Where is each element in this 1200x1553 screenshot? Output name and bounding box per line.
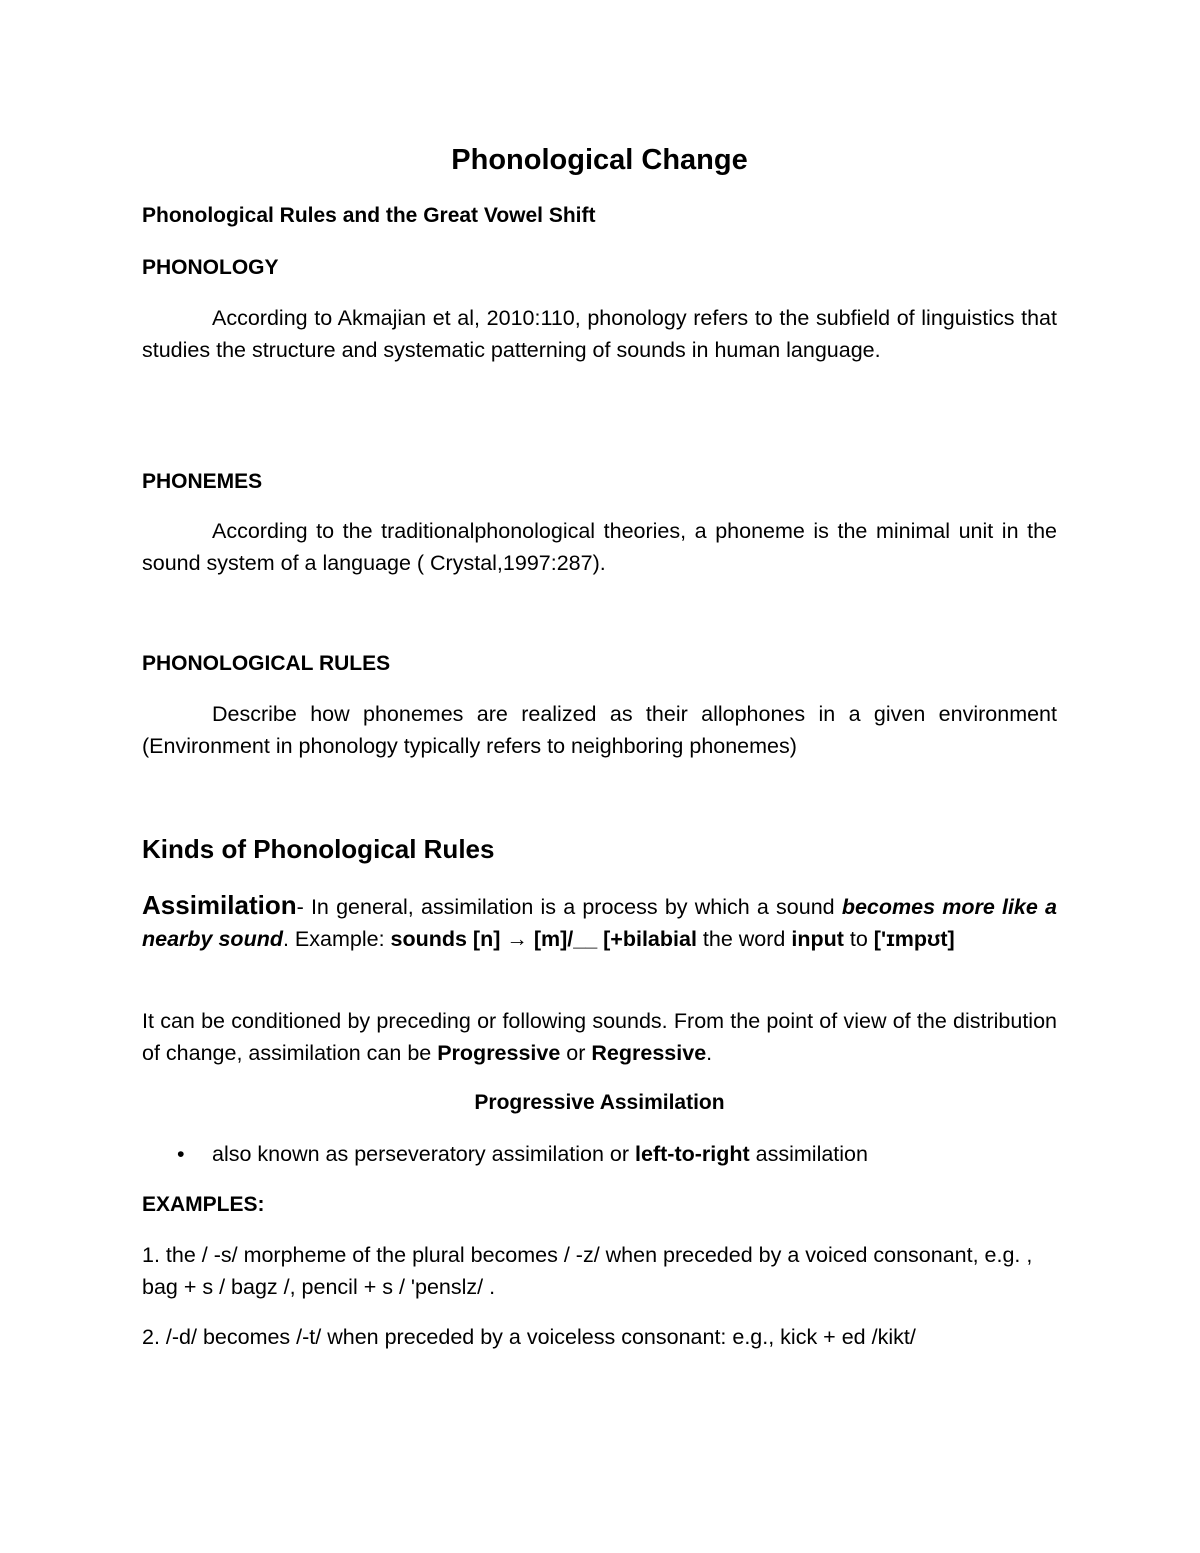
- assimilation-rule: sounds [n] → [m]/__ [+bilabial: [390, 926, 697, 951]
- bullet-item: [142, 1140, 1057, 1170]
- assimilation-text-3: the word: [696, 926, 792, 951]
- phonology-heading: PHONOLOGY: [142, 256, 279, 279]
- phonemes-text: According to the traditionalphonological theories, a phoneme is the minimal unit in the sound system of a language ( Crystal,1997:287).: [142, 519, 1057, 575]
- bullet-icon: •: [177, 1142, 185, 1166]
- assimilation-text-2: . Example:: [282, 926, 391, 951]
- bullet-text: also known as perseveratory assimilation or left-to-right assimilation: [212, 1142, 868, 1166]
- regressive-term: Regressive: [591, 1040, 707, 1065]
- assimilation-text-1: - In general, assimilation is a process by which a sound: [296, 895, 842, 919]
- conditioned-text-3: .: [706, 1040, 713, 1065]
- page-subtitle: Phonological Rules and the Great Vowel Shift: [142, 204, 596, 227]
- document-page: [142, 0, 1057, 1553]
- phonemes-paragraph: [142, 516, 1057, 579]
- phonemes-heading: PHONEMES: [142, 470, 263, 493]
- assimilation-text-4: to: [843, 926, 874, 951]
- phonology-text: According to Akmajian et al, 2010:110, phonology refers to the subfield of linguistics that studies the structure and systematic patterning of sounds in human language.: [142, 306, 1057, 362]
- conditioned-text-2: or: [560, 1040, 592, 1065]
- conditioned-text-1: It can be conditioned by preceding or following sounds. From the point of view of the distribution of change, assimilation can be: [142, 1009, 1057, 1065]
- page-title: Phonological Change: [451, 144, 748, 176]
- progressive-term: Progressive: [437, 1040, 561, 1065]
- phonology-paragraph: [142, 303, 1057, 366]
- example-1: 1. the / -s/ morpheme of the plural becomes / -z/ when preceded by a voiced consonant, e.g. , bag + s / bagz /, pencil + s / 'penslz/ .: [142, 1243, 1033, 1299]
- assimilation-transcription: ['ɪmpʊt]: [873, 926, 955, 951]
- assimilation-emphasis: becomes more like a nearby sound: [142, 895, 1057, 951]
- conditioned-paragraph: [142, 1006, 1057, 1069]
- kinds-heading: Kinds of Phonological Rules: [142, 834, 495, 864]
- phonological-rules-heading: PHONOLOGICAL RULES: [142, 652, 391, 675]
- phonological-rules-text: Describe how phonemes are realized as their allophones in a given environment (Environment in phonology typically refers to neighboring phonemes): [142, 702, 1057, 758]
- assimilation-term: Assimilation: [142, 890, 297, 920]
- assimilation-word: input: [791, 926, 844, 951]
- example-2: 2. /-d/ becomes /-t/ when preceded by a voiceless consonant: e.g., kick + ed /kikt/: [142, 1325, 916, 1349]
- phonological-rules-paragraph: [142, 699, 1057, 762]
- progressive-assimilation-heading: Progressive Assimilation: [474, 1091, 725, 1114]
- left-to-right-term: left-to-right: [635, 1142, 750, 1166]
- examples-heading: EXAMPLES:: [142, 1193, 265, 1216]
- assimilation-paragraph: [142, 890, 1057, 955]
